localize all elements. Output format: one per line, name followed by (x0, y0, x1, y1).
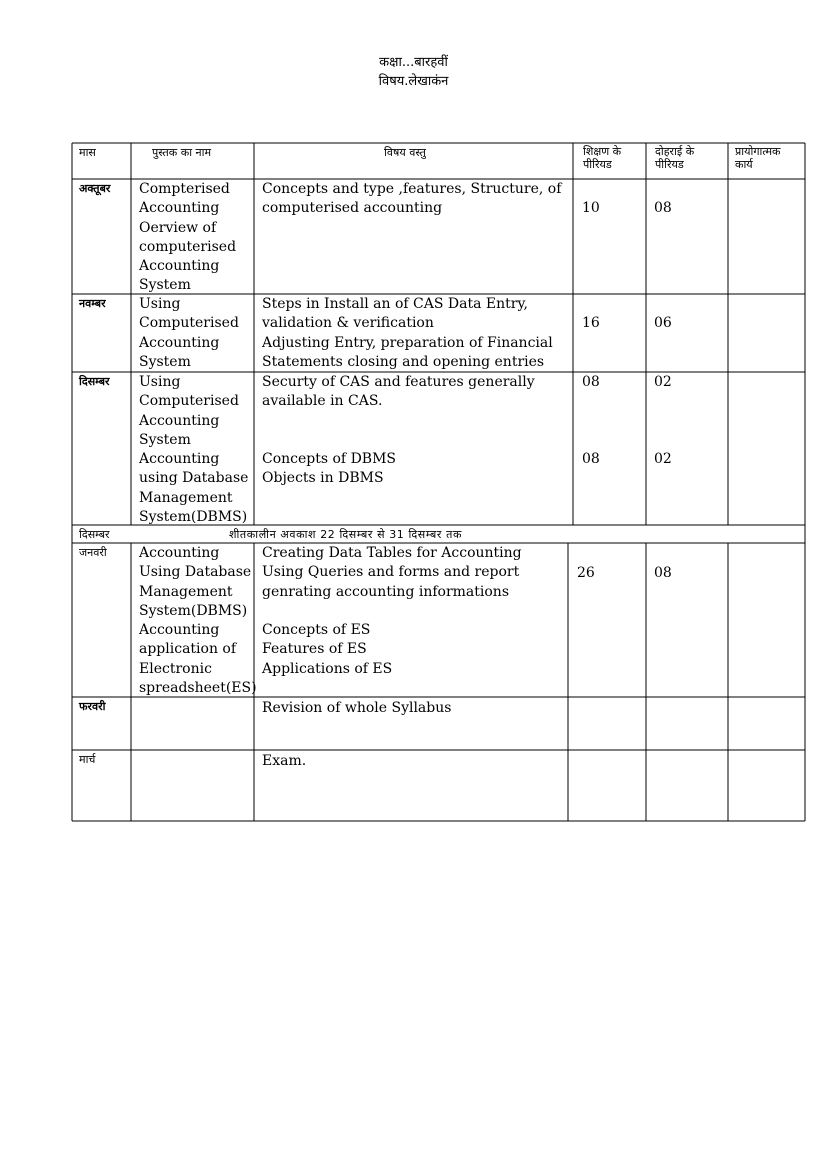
month-october: अक्तूबर (79, 182, 111, 195)
content-line: Steps in Install an of CAS Data Entry, (262, 296, 528, 312)
book-line: using Database (139, 470, 249, 487)
content-line: Concepts and type ,features, Structure, of (262, 181, 562, 197)
header-teaching-periods (583, 145, 621, 171)
revision-october: 08 (654, 200, 672, 216)
book-line: computerised (139, 238, 237, 255)
book-line: Accounting (139, 451, 220, 468)
content-october (262, 180, 561, 219)
subject-title: विषय.लेखाकंन (378, 74, 449, 89)
content-march: Exam. (262, 753, 307, 769)
book-november (139, 295, 239, 372)
book-line: Using Database (139, 564, 252, 581)
content-line: Statements closing and opening entries (262, 353, 545, 370)
book-line: System(DBMS) (139, 602, 248, 619)
book-line: System (139, 277, 191, 294)
book-line: Using (139, 374, 181, 390)
book-line: Accounting (139, 258, 220, 275)
book-line: Oerview of (139, 219, 217, 236)
book-line: Accounting (139, 545, 220, 561)
book-december (139, 373, 248, 527)
spacer (262, 431, 535, 450)
book-line: Accounting (139, 622, 220, 639)
header-teaching-line2: पीरियड (583, 158, 612, 171)
content-line: computerised accounting (262, 200, 443, 217)
book-line: Accounting (139, 334, 220, 351)
content-line: Concepts of ES (262, 622, 371, 639)
book-line: Computerised (139, 315, 239, 332)
book-line: Electronic (139, 660, 212, 677)
content-line: available in CAS. (262, 393, 383, 410)
content-line: Using Queries and forms and report (262, 564, 520, 581)
spacer (262, 602, 522, 621)
class-title: कक्षा...बारहवीं (379, 55, 448, 70)
content-line: Objects in DBMS (262, 470, 384, 487)
month-december: दिसम्बर (79, 375, 110, 388)
header-book: पुस्तक का नाम (152, 146, 212, 159)
content-line: Features of ES (262, 641, 367, 658)
content-line: Adjusting Entry, preparation of Financial (262, 334, 553, 351)
header-month: मास (79, 146, 96, 159)
header-practical-line1: प्रायोगात्मक (735, 145, 781, 158)
book-line: spreadsheet(ES) (139, 680, 257, 697)
teaching-december-b: 08 (582, 451, 600, 467)
book-line: System(DBMS) (139, 509, 248, 526)
book-january (139, 544, 257, 698)
spacer (262, 412, 535, 431)
header-practical-work (735, 145, 781, 171)
header-content: विषय वस्तु (384, 146, 426, 159)
teaching-november: 16 (582, 315, 600, 331)
month-february: फरवरी (79, 700, 106, 713)
book-october (139, 180, 236, 296)
content-december (262, 373, 535, 489)
teaching-october: 10 (582, 200, 600, 216)
header-practical-line2: कार्य (735, 158, 753, 171)
teaching-december-a: 08 (582, 374, 600, 390)
book-line: Accounting (139, 412, 220, 429)
header-teaching-line1: शिक्षण के (583, 145, 622, 158)
content-line: Applications of ES (262, 660, 393, 677)
month-december-holiday: दिसम्बर (79, 528, 110, 541)
book-line: Compterised (139, 181, 230, 197)
teaching-january: 26 (577, 565, 595, 581)
content-line: genrating accounting informations (262, 583, 510, 600)
book-line: Computerised (139, 393, 239, 410)
content-february: Revision of whole Syllabus (262, 700, 452, 716)
header-revision-line1: दोहराई के (655, 145, 695, 158)
content-november (262, 295, 553, 372)
content-january (262, 544, 522, 679)
month-november: नवम्बर (79, 297, 106, 310)
revision-november: 06 (654, 315, 672, 331)
content-line: Creating Data Tables for Accounting (262, 545, 522, 561)
book-line: Management (139, 489, 233, 506)
book-line: Management (139, 583, 233, 600)
book-line: Using (139, 296, 181, 312)
winter-holiday-note: शीतकालीन अवकाश 22 दिसम्बर से 31 दिसम्बर तक (229, 528, 462, 541)
content-line: validation & verification (262, 315, 434, 332)
month-march: मार्च (79, 753, 96, 766)
content-line: Securty of CAS and features generally (262, 374, 535, 390)
month-january: जनवरी (79, 546, 107, 559)
content-line: Concepts of DBMS (262, 451, 397, 468)
header-revision-line2: पीरियड (655, 158, 684, 171)
revision-december-b: 02 (654, 451, 672, 467)
revision-december-a: 02 (654, 374, 672, 390)
book-line: application of (139, 641, 237, 658)
book-line: System (139, 353, 191, 370)
revision-january: 08 (654, 565, 672, 581)
header-revision-periods (655, 145, 694, 171)
book-line: System (139, 431, 191, 448)
book-line: Accounting (139, 200, 220, 217)
